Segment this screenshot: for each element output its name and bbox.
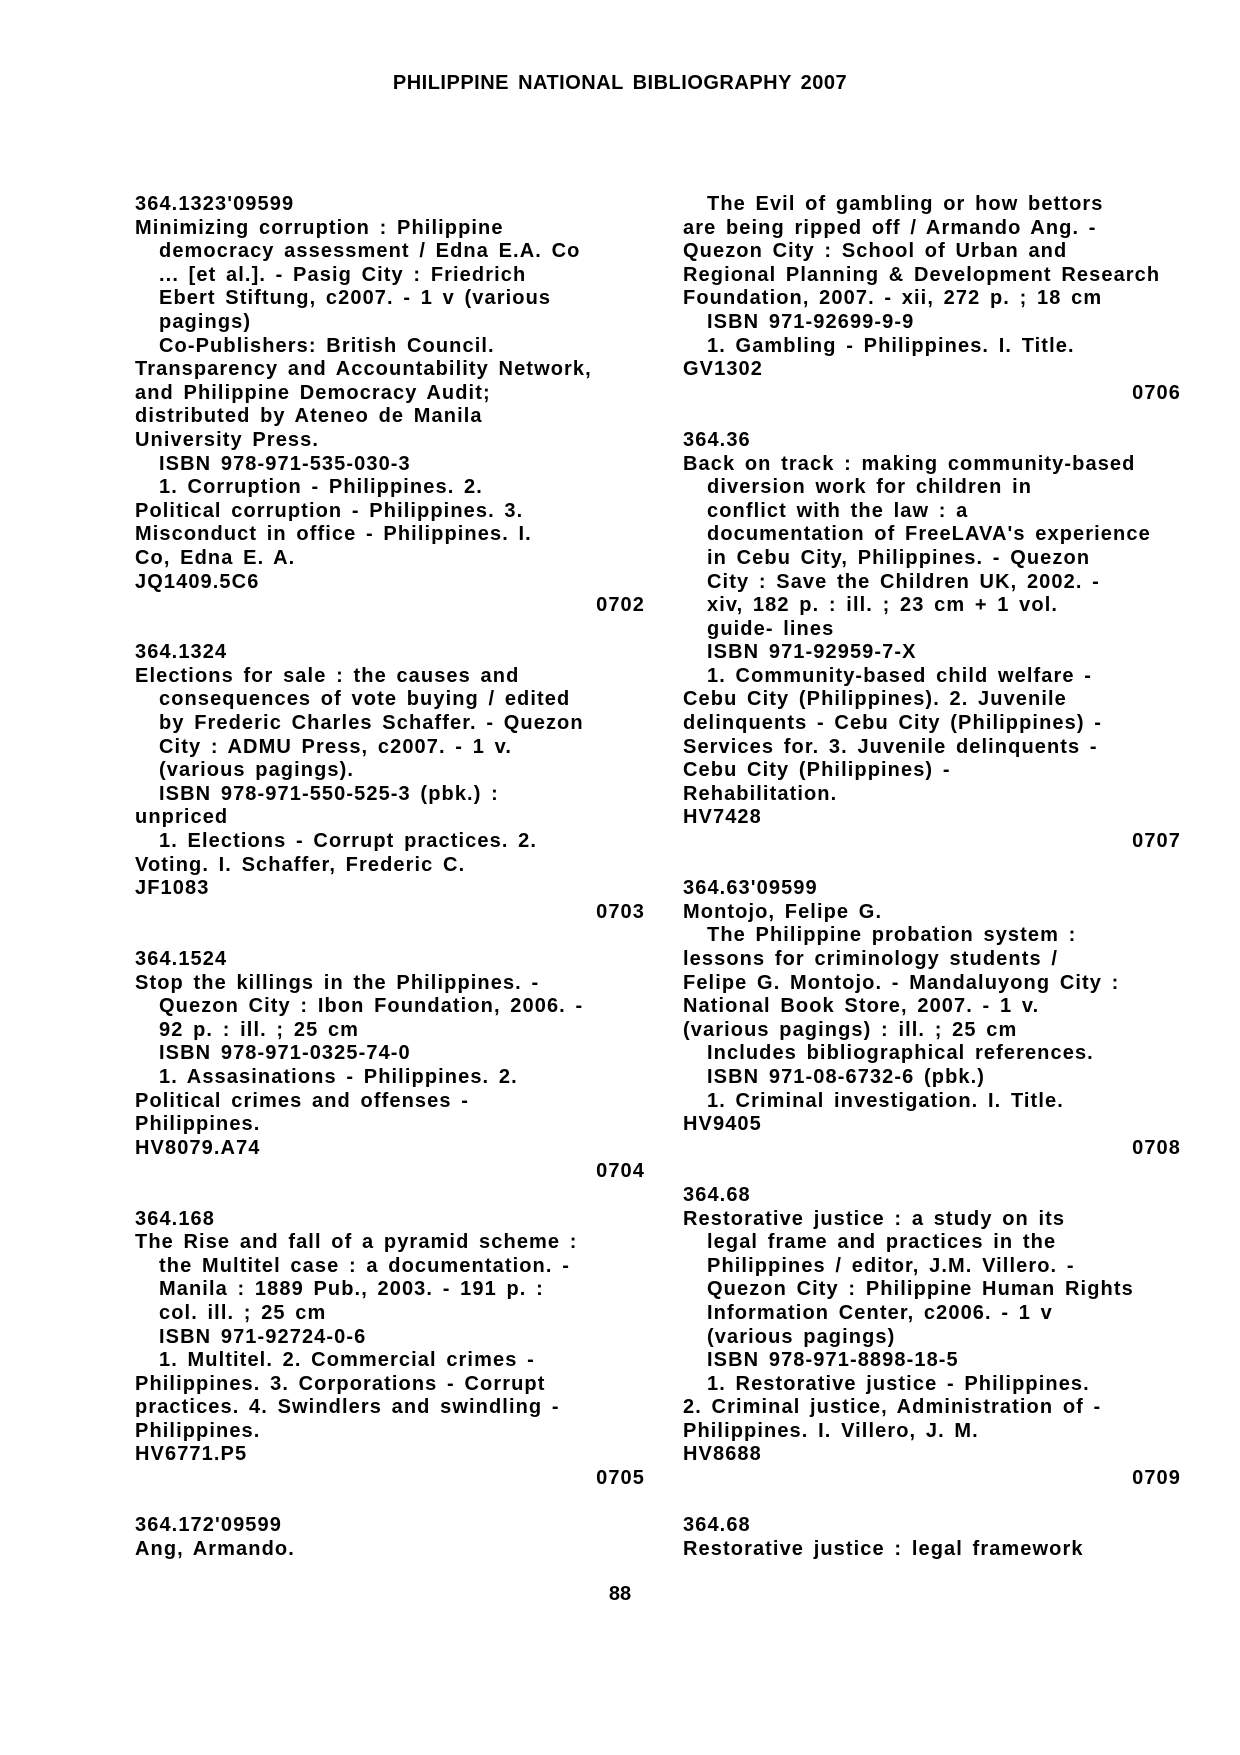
entry-number: 0709 <box>1132 1467 1181 1490</box>
entry-line: documentation of FreeLAVA's experience <box>707 523 1151 546</box>
right-column <box>683 193 1181 1585</box>
entry-line: Cebu City (Philippines) - <box>683 759 951 782</box>
entry-number: 0705 <box>596 1467 645 1490</box>
entry-line: in Cebu City, Philippines. - Quezon <box>707 546 1091 569</box>
entry-line: consequences of vote buying / edited <box>159 688 571 711</box>
entry-number: 0703 <box>596 900 645 923</box>
entry-line: 364.63'09599 <box>683 877 818 900</box>
entry-line: (various pagings) <box>707 1325 896 1348</box>
entry-line: JQ1409.5C6 <box>135 570 260 593</box>
entry-line: Services for. 3. Juvenile delinquents - <box>683 735 1098 758</box>
entry-line: ISBN 971-08-6732-6 (pbk.) <box>707 1065 986 1088</box>
entry-line: Ebert Stiftung, c2007. - 1 v (various <box>159 287 552 310</box>
entry-line: Stop the killings in the Philippines. - <box>135 971 540 994</box>
entry-line: The Rise and fall of a pyramid scheme : <box>135 1231 578 1254</box>
entry-line: ISBN 978-971-0325-74-0 <box>159 1042 411 1065</box>
bibliography-entry <box>135 1514 645 1561</box>
entry-line: The Philippine probation system : <box>707 924 1077 947</box>
entry-number: 0702 <box>596 594 645 617</box>
bibliography-entry <box>683 193 1181 405</box>
entry-line: 2. Criminal justice, Administration of - <box>683 1396 1102 1419</box>
entry-line: Elections for sale : the causes and <box>135 664 520 687</box>
entry-line: ISBN 978-971-550-525-3 (pbk.) : <box>159 782 499 805</box>
entry-line: 364.1524 <box>135 948 228 970</box>
entry-line: ISBN 978-971-8898-18-5 <box>707 1349 959 1372</box>
entry-line: Co-Publishers: British Council. <box>159 334 495 357</box>
entry-line: Philippines. I. Villero, J. M. <box>683 1419 979 1442</box>
entry-line: Information Center, c2006. - 1 v <box>707 1301 1053 1324</box>
entry-line: practices. 4. Swindlers and swindling - <box>135 1396 560 1419</box>
entry-line: diversion work for children in <box>707 476 1033 499</box>
bibliography-entry <box>135 948 645 1184</box>
entry-line: Voting. I. Schaffer, Frederic C. <box>135 853 466 876</box>
entry-line: Quezon City : School of Urban and <box>683 240 1068 263</box>
entry-line: 364.68 <box>683 1514 751 1537</box>
entry-line: ... [et al.]. - Pasig City : Friedrich <box>159 263 527 286</box>
entry-line: Back on track : making community-based <box>683 452 1136 475</box>
entry-line: (various pagings). <box>159 759 355 782</box>
entry-line: 92 p. : ill. ; 25 cm <box>159 1018 360 1041</box>
entry-line: unpriced <box>135 806 229 829</box>
entry-line: ISBN 971-92699-9-9 <box>707 310 915 333</box>
entry-line: Manila : 1889 Pub., 2003. - 191 p. : <box>159 1278 544 1301</box>
entry-line: distributed by Ateneo de Manila <box>135 405 483 428</box>
entry-line: Quezon City : Philippine Human Rights <box>707 1278 1134 1301</box>
entry-line: Political corruption - Philippines. 3. <box>135 499 524 522</box>
entry-line: 1. Corruption - Philippines. 2. <box>159 476 483 499</box>
left-column <box>135 193 645 1585</box>
entry-line: HV6771.P5 <box>135 1443 248 1466</box>
entry-line: Regional Planning & Development Research <box>683 263 1161 286</box>
bibliography-entry <box>683 1514 1181 1561</box>
entry-line: Cebu City (Philippines). 2. Juvenile <box>683 688 1067 711</box>
entry-number: 0706 <box>1132 381 1181 404</box>
entry-line: xiv, 182 p. : ill. ; 23 cm + 1 vol. <box>707 594 1059 617</box>
entry-line: City : Save the Children UK, 2002. - <box>707 570 1100 593</box>
entry-line: by Frederic Charles Schaffer. - Quezon <box>159 712 584 735</box>
entry-line: the Multitel case : a documentation. - <box>159 1254 570 1277</box>
entry-line: lessons for criminology students / <box>683 948 1059 970</box>
entry-line: and Philippine Democracy Audit; <box>135 381 491 404</box>
entry-line: (various pagings) : ill. ; 25 cm <box>683 1018 1018 1041</box>
entry-line: Philippines. 3. Corporations - Corrupt <box>135 1372 546 1395</box>
entry-line: Misconduct in office - Philippines. I. <box>135 523 532 546</box>
entry-line: Ang, Armando. <box>135 1537 295 1560</box>
entry-line: 1. Assasinations - Philippines. 2. <box>159 1065 518 1088</box>
entry-line: 364.1323'09599 <box>135 193 295 215</box>
entry-line: conflict with the law : a <box>707 499 969 522</box>
entry-number: 0708 <box>1132 1136 1181 1159</box>
page-number: 88 <box>608 1583 632 1605</box>
entry-line: HV8688 <box>683 1443 762 1466</box>
bibliography-entry <box>683 429 1181 854</box>
entry-line: 1. Restorative justice - Philippines. <box>707 1372 1090 1395</box>
entry-line: Felipe G. Montojo. - Mandaluyong City : <box>683 971 1120 994</box>
entry-line: Transparency and Accountability Network, <box>135 358 592 381</box>
entry-line: The Evil of gambling or how bettors <box>707 193 1104 215</box>
bibliography-entry <box>135 1208 645 1491</box>
entry-line: 364.36 <box>683 428 751 451</box>
entry-line: 1. Criminal investigation. I. Title. <box>707 1089 1064 1112</box>
entry-line: 1. Elections - Corrupt practices. 2. <box>159 830 538 853</box>
entry-line: Co, Edna E. A. <box>135 546 296 569</box>
entry-line: City : ADMU Press, c2007. - 1 v. <box>159 735 512 758</box>
entry-line: ISBN 971-92724-0-6 <box>159 1325 367 1348</box>
entry-line: Rehabilitation. <box>683 782 838 805</box>
entry-line: 364.68 <box>683 1183 751 1206</box>
entry-line: Political crimes and offenses - <box>135 1089 469 1112</box>
entry-line: 1. Multitel. 2. Commercial crimes - <box>159 1349 535 1372</box>
bibliography-entry <box>683 877 1181 1160</box>
entry-line: guide- lines <box>707 617 835 640</box>
entry-line: 364.1324 <box>135 641 228 664</box>
entry-line: legal frame and practices in the <box>707 1231 1057 1254</box>
entry-line: Montojo, Felipe G. <box>683 900 883 923</box>
page-header: PHILIPPINE NATIONAL BIBLIOGRAPHY 2007 <box>392 72 848 94</box>
entry-line: HV9405 <box>683 1113 762 1136</box>
entry-line: GV1302 <box>683 358 763 381</box>
bibliography-entry <box>135 193 645 618</box>
entry-line: pagings) <box>159 310 252 333</box>
entry-line: col. ill. ; 25 cm <box>159 1301 327 1324</box>
entry-line: HV8079.A74 <box>135 1136 261 1159</box>
entry-number: 0704 <box>596 1160 645 1183</box>
entry-line: Includes bibliographical references. <box>707 1042 1094 1065</box>
entry-line: Minimizing corruption : Philippine <box>135 216 504 239</box>
entry-number: 0707 <box>1132 830 1181 853</box>
bibliography-entry <box>683 1184 1181 1491</box>
entry-line: 1. Community-based child welfare - <box>707 664 1093 687</box>
entry-line: democracy assessment / Edna E.A. Co <box>159 240 581 263</box>
entry-line: HV7428 <box>683 806 762 829</box>
entry-line: National Book Store, 2007. - 1 v. <box>683 995 1040 1018</box>
entry-line: Philippines / editor, J.M. Villero. - <box>707 1254 1075 1277</box>
entry-line: University Press. <box>135 428 320 451</box>
entry-line: 1. Gambling - Philippines. I. Title. <box>707 334 1075 357</box>
entry-line: 364.168 <box>135 1207 215 1230</box>
entry-line: Philippines. <box>135 1419 261 1442</box>
entry-line: Restorative justice : legal framework <box>683 1537 1084 1560</box>
entry-line: delinquents - Cebu City (Philippines) - <box>683 712 1103 735</box>
bibliography-entry <box>135 641 645 924</box>
entry-line: ISBN 978-971-535-030-3 <box>159 452 411 475</box>
entry-line: Quezon City : Ibon Foundation, 2006. - <box>159 995 584 1018</box>
entry-line: 364.172'09599 <box>135 1514 282 1537</box>
entry-line: Philippines. <box>135 1113 261 1136</box>
entry-line: Restorative justice : a study on its <box>683 1207 1066 1230</box>
entry-line: JF1083 <box>135 877 210 900</box>
entry-line: ISBN 971-92959-7-X <box>707 641 917 664</box>
entry-line: Foundation, 2007. - xii, 272 p. ; 18 cm <box>683 287 1103 310</box>
entry-line: are being ripped off / Armando Ang. - <box>683 216 1097 239</box>
